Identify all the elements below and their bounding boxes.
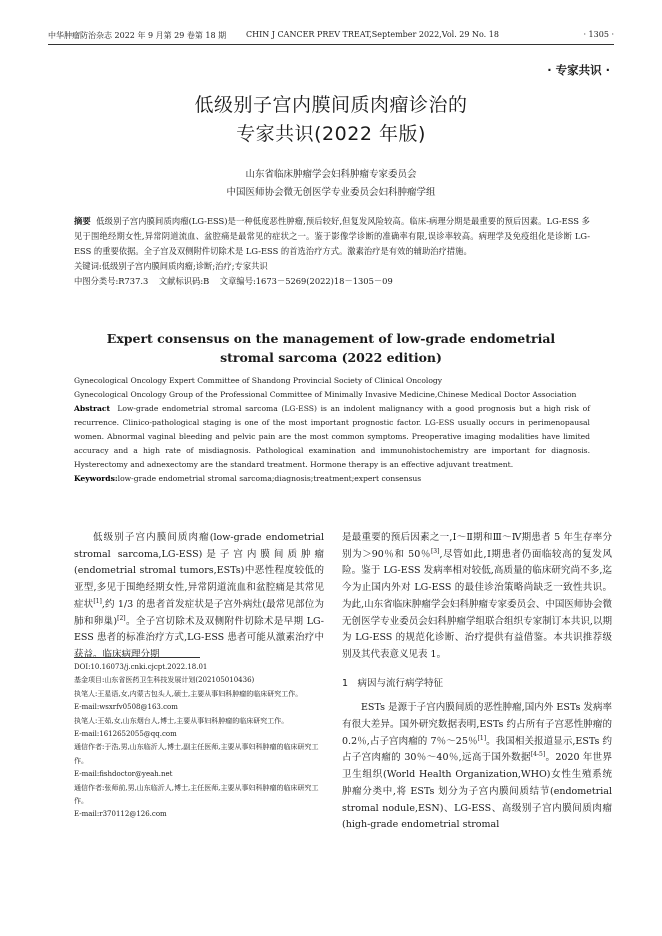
body-right-column	[342, 530, 612, 834]
doc-code-value: B	[203, 276, 210, 286]
citation[interactable]: [1]	[93, 597, 102, 605]
abstract-cn-text: 低级别子宫内膜间质肉瘤(LG-ESS)是一种低度恶性肿瘤,预后较好,但复发风险较高。临床-病理分期是最重要的预后因素。LG-ESS 多见于围绝经期女性,异常阴道流血、盆腔痛是最常见的症状之一。鉴于影像学诊断的准确率有限,误诊率较高。病理学及免疫组化是诊断 LG-ESS 的重要依据。全子宫及双侧附件切除术是 LG-ESS 的首选治疗方式。激素治疗是有效的辅助治疗措施。	[74, 216, 590, 256]
footnote-email: E-mail:wsxrfv0508@163.com	[74, 703, 178, 712]
org-cn-2: 中国医师协会微无创医学专业委员会妇科肿瘤学组	[226, 187, 436, 198]
keywords-en: low-grade endometrial stromal sarcoma;diagnosis;treatment;expert consensus	[117, 474, 422, 483]
abstract-en-text: Low-grade endometrial stromal sarcoma (LG-ESS) is an indolent malignancy with a good prognosis but a high risk of recurrence. Clinico-pathological staging is one of the most important prognostic factor. LG-ESS usually occurs in perimenopausal women. Abnormal vaginal bleeding and pelvic pain are the most common symptoms. Preoperative imaging modalities have limited accuracy and a high rate of misdiagnosis. Pathological examination and immunohistochemistry are important for diagnosis. Hysterectomy and adnexectomy are the standard treatment. Hormone therapy is an effective adjuvant treatment.	[74, 404, 590, 469]
footnote-email: E-mail:1612652055@qq.com	[74, 730, 177, 739]
title-cn-line2: 专家共识(2022 年版)	[236, 123, 426, 145]
footnote-corresponding: 通信作者:于浩,男,山东临沂人,博士,副主任医师,主要从事妇科肿瘤的临床研究工作。	[74, 743, 319, 765]
abstract-cn	[74, 214, 590, 289]
org-cn-1: 山东省临床肿瘤学会妇科肿瘤专家委员会	[245, 169, 417, 180]
citation[interactable]: [1]	[477, 734, 487, 742]
footnote-rule	[74, 657, 200, 658]
abstract-cn-label: 摘要	[74, 216, 91, 226]
running-header-journal: 中华肿瘤防治杂志 2022 年 9 月第 29 卷第 18 期	[48, 31, 227, 40]
abstract-en-label: Abstract	[74, 404, 111, 413]
footnote-email: E-mail:fishdoctor@yeah.net	[74, 770, 173, 779]
title-en-line1: Expert consensus on the management of low-grade endometrial	[106, 331, 556, 346]
footnote-author: 执笔人:王星语,女,内蒙古包头人,硕士,主要从事妇科肿瘤的临床研究工作。	[74, 689, 303, 698]
citation[interactable]: [2]	[117, 614, 126, 622]
title-en-line2: stromal sarcoma (2022 edition)	[220, 350, 442, 365]
header-rule	[48, 44, 614, 45]
org-en-1: Gynecological Oncology Expert Committee of Shandong Provincial Society of Clinical Oncology	[74, 376, 443, 385]
class-label: 中图分类号:	[74, 276, 119, 286]
footnote-doi: DOI:10.16073/j.cnki.cjcpt.2022.18.01	[74, 663, 208, 671]
keywords-en-label: Keywords:	[74, 474, 118, 483]
footnote-corresponding: 通信作者:张师前,男,山东临沂人,博士,主任医师,主要从事妇科肿瘤的临床研究工作。	[74, 783, 319, 806]
body-paragraph-intro: 低级别子宫内膜间质肉瘤(low-grade endometrial stromal sarcoma,LG-ESS)是子宫内膜间质肿瘤(endometrial stromal tumors,ESTs)中恶性程度较低的亚型,多见于围绝经期女性,异常阴道流血和盆腔痛是其常见症状[1],约 1/3 的患者首发症状是子宫外病灶(最常见部位为肺和卵巢)[2]。全子宫切除术及双侧附件切除术是早期 LG-ESS 患者的标准治疗方式,LG-ESS 患者可能从激素治疗中获益。临床病理分期	[74, 532, 324, 660]
class-value: R737.3	[118, 276, 149, 286]
doc-code-label: 文献标识码:	[158, 276, 204, 286]
citation[interactable]: [3]	[430, 547, 440, 555]
article-number-value: 1673－5269(2022)18－1305－09	[255, 276, 393, 286]
section-heading-1: 1 病因与流行病学特征	[342, 677, 444, 689]
org-en-2: Gynecological Oncology Group of the Professional Committee of Minimally Invasive Medicine,Chinese Medical Doctor Association	[74, 390, 577, 399]
title-cn-line1: 低级别子宫内膜间质肉瘤诊治的	[194, 94, 468, 116]
body-left-column	[74, 530, 324, 664]
keywords-cn: 低级别子宫内膜间质肉瘤;诊断;治疗;专家共识	[101, 261, 268, 271]
footnote-email: E-mail:r370112@126.com	[74, 810, 167, 819]
column-tag: · 专家共识 ·	[547, 63, 610, 77]
body-paragraph-continued: 是最重要的预后因素之一,Ⅰ～Ⅱ期和Ⅲ～Ⅳ期患者 5 年生存率分别为＞90％和 50％[3],尽管如此,Ⅰ期患者仍面临较高的复发风险。鉴于 LG-ESS 发病率相对较低,高质量的临床研究尚不多,迄今为止国内外对 LG-ESS 的最佳诊治策略尚缺乏一致性共识。为此,山东省临床肿瘤学会妇科肿瘤专家委员会、中国医师协会微无创医学专业委员会妇科肿瘤学组联合组织专家制订本共识,以期为 LG-ESS 的规范化诊断、治疗提供有益借鉴。本共识推荐级别及其代表意义见表 1。	[342, 532, 612, 660]
article-number-label: 文章编号:	[219, 276, 256, 286]
body-paragraph-epidemiology: ESTs 是源于子宫内膜间质的恶性肿瘤,国内外 ESTs 发病率有很大差异。国外研究数据表明,ESTs 约占所有子宫恶性肿瘤的 0.2％,占子宫肉瘤的 7％～25％[1]。我国相关报道显示,ESTs 约占子宫肉瘤的 30％～40％,远高于国外数据[4-5]。2020 年世界卫生组织(World Health Organization,WHO)女性生殖系统肿瘤分类中,将 ESTs 划分为子宫内膜间质结节(endometrial stromal nodule,ESN)、LG-ESS、高级别子宫内膜间质肉瘤(high-grade endometrial stromal	[342, 702, 613, 831]
abstract-en	[74, 374, 590, 486]
keywords-cn-label: 关键词:	[74, 261, 102, 271]
page-number: · 1305 ·	[583, 30, 614, 39]
footnotes	[74, 661, 328, 822]
running-header-english: CHIN J CANCER PREV TREAT,September 2022,Vol. 29 No. 18	[246, 30, 499, 39]
footnote-author: 执笔人:王茹,女,山东烟台人,博士,主要从事妇科肿瘤的临床研究工作。	[74, 716, 289, 725]
footnote-fund: 基金项目:山东省医药卫生科技发展计划(202105010436)	[74, 676, 255, 685]
citation[interactable]: [4-5]	[530, 751, 546, 759]
